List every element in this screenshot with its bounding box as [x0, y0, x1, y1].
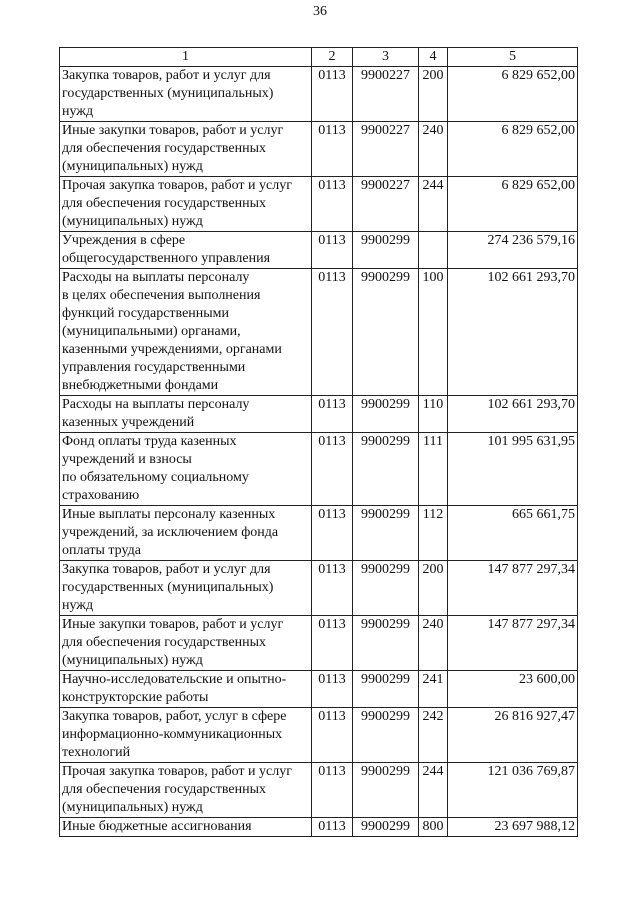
row-name: Расходы на выплаты персоналу в целях обеспечения выполнения функций государственными (муниципальными) органами, казенными учреждениями, органами управления государственными внебюджетными фондами	[60, 269, 312, 396]
row-type: 100	[419, 269, 448, 396]
row-amount: 6 829 652,00	[448, 67, 578, 122]
row-name: Иные выплаты персоналу казенных учреждений, за исключением фонда оплаты труда	[60, 506, 312, 561]
table-row	[60, 177, 578, 232]
table-row	[60, 67, 578, 122]
row-section: 0113	[312, 177, 353, 232]
row-amount: 26 816 927,47	[448, 708, 578, 763]
row-section: 0113	[312, 506, 353, 561]
row-amount: 147 877 297,34	[448, 616, 578, 671]
row-type: 240	[419, 616, 448, 671]
row-amount: 23 600,00	[448, 671, 578, 708]
row-name: Учреждения в сфере общегосударственного управления	[60, 232, 312, 269]
table-row	[60, 561, 578, 616]
row-amount: 274 236 579,16	[448, 232, 578, 269]
row-name: Закупка товаров, работ и услуг для государственных (муниципальных) нужд	[60, 561, 312, 616]
row-target: 9900299	[353, 506, 419, 561]
table-row	[60, 269, 578, 396]
row-name: Прочая закупка товаров, работ и услуг для обеспечения государственных (муниципальных) нужд	[60, 177, 312, 232]
row-amount: 665 661,75	[448, 506, 578, 561]
row-target: 9900299	[353, 818, 419, 837]
row-amount: 102 661 293,70	[448, 269, 578, 396]
row-amount: 121 036 769,87	[448, 763, 578, 818]
table-row	[60, 506, 578, 561]
table-row	[60, 818, 578, 837]
row-section: 0113	[312, 433, 353, 506]
row-type: 110	[419, 396, 448, 433]
row-target: 9900299	[353, 561, 419, 616]
row-name: Иные бюджетные ассигнования	[60, 818, 312, 837]
row-type: 112	[419, 506, 448, 561]
row-type	[419, 232, 448, 269]
row-amount: 147 877 297,34	[448, 561, 578, 616]
table-row	[60, 396, 578, 433]
table-row	[60, 122, 578, 177]
row-target: 9900299	[353, 708, 419, 763]
row-target: 9900299	[353, 763, 419, 818]
row-section: 0113	[312, 561, 353, 616]
row-amount: 101 995 631,95	[448, 433, 578, 506]
table-row	[60, 671, 578, 708]
table-row	[60, 616, 578, 671]
row-target: 9900299	[353, 671, 419, 708]
row-amount: 6 829 652,00	[448, 122, 578, 177]
budget-table	[59, 47, 578, 837]
row-type: 240	[419, 122, 448, 177]
row-section: 0113	[312, 67, 353, 122]
page-number: 36	[313, 4, 327, 19]
row-amount: 102 661 293,70	[448, 396, 578, 433]
row-target: 9900227	[353, 177, 419, 232]
row-name: Научно-исследовательские и опытно- конструкторские работы	[60, 671, 312, 708]
row-amount: 23 697 988,12	[448, 818, 578, 837]
row-section: 0113	[312, 396, 353, 433]
column-header-target: 3	[353, 48, 419, 67]
row-target: 9900227	[353, 122, 419, 177]
column-header-amount: 5	[448, 48, 578, 67]
row-target: 9900299	[353, 396, 419, 433]
row-type: 244	[419, 763, 448, 818]
table-row	[60, 232, 578, 269]
row-amount: 6 829 652,00	[448, 177, 578, 232]
table-row	[60, 433, 578, 506]
row-type: 200	[419, 561, 448, 616]
row-section: 0113	[312, 818, 353, 837]
column-header-type: 4	[419, 48, 448, 67]
row-section: 0113	[312, 671, 353, 708]
row-type: 800	[419, 818, 448, 837]
row-section: 0113	[312, 616, 353, 671]
row-name: Прочая закупка товаров, работ и услуг для обеспечения государственных (муниципальных) нужд	[60, 763, 312, 818]
row-name: Иные закупки товаров, работ и услуг для обеспечения государственных (муниципальных) нужд	[60, 122, 312, 177]
table-row	[60, 763, 578, 818]
row-section: 0113	[312, 763, 353, 818]
table-row	[60, 708, 578, 763]
row-type: 242	[419, 708, 448, 763]
row-target: 9900299	[353, 269, 419, 396]
row-type: 244	[419, 177, 448, 232]
row-name: Фонд оплаты труда казенных учреждений и взносы по обязательному социальному страхованию	[60, 433, 312, 506]
row-section: 0113	[312, 232, 353, 269]
column-header-name: 1	[60, 48, 312, 67]
row-name: Закупка товаров, работ, услуг в сфере информационно-коммуникационных технологий	[60, 708, 312, 763]
column-header-section: 2	[312, 48, 353, 67]
row-section: 0113	[312, 122, 353, 177]
row-target: 9900227	[353, 67, 419, 122]
row-target: 9900299	[353, 616, 419, 671]
row-section: 0113	[312, 269, 353, 396]
row-type: 241	[419, 671, 448, 708]
row-name: Иные закупки товаров, работ и услуг для обеспечения государственных (муниципальных) нужд	[60, 616, 312, 671]
row-name: Закупка товаров, работ и услуг для государственных (муниципальных) нужд	[60, 67, 312, 122]
row-name: Расходы на выплаты персоналу казенных учреждений	[60, 396, 312, 433]
row-type: 111	[419, 433, 448, 506]
row-target: 9900299	[353, 232, 419, 269]
row-section: 0113	[312, 708, 353, 763]
table-header-row	[60, 48, 578, 67]
row-target: 9900299	[353, 433, 419, 506]
row-type: 200	[419, 67, 448, 122]
